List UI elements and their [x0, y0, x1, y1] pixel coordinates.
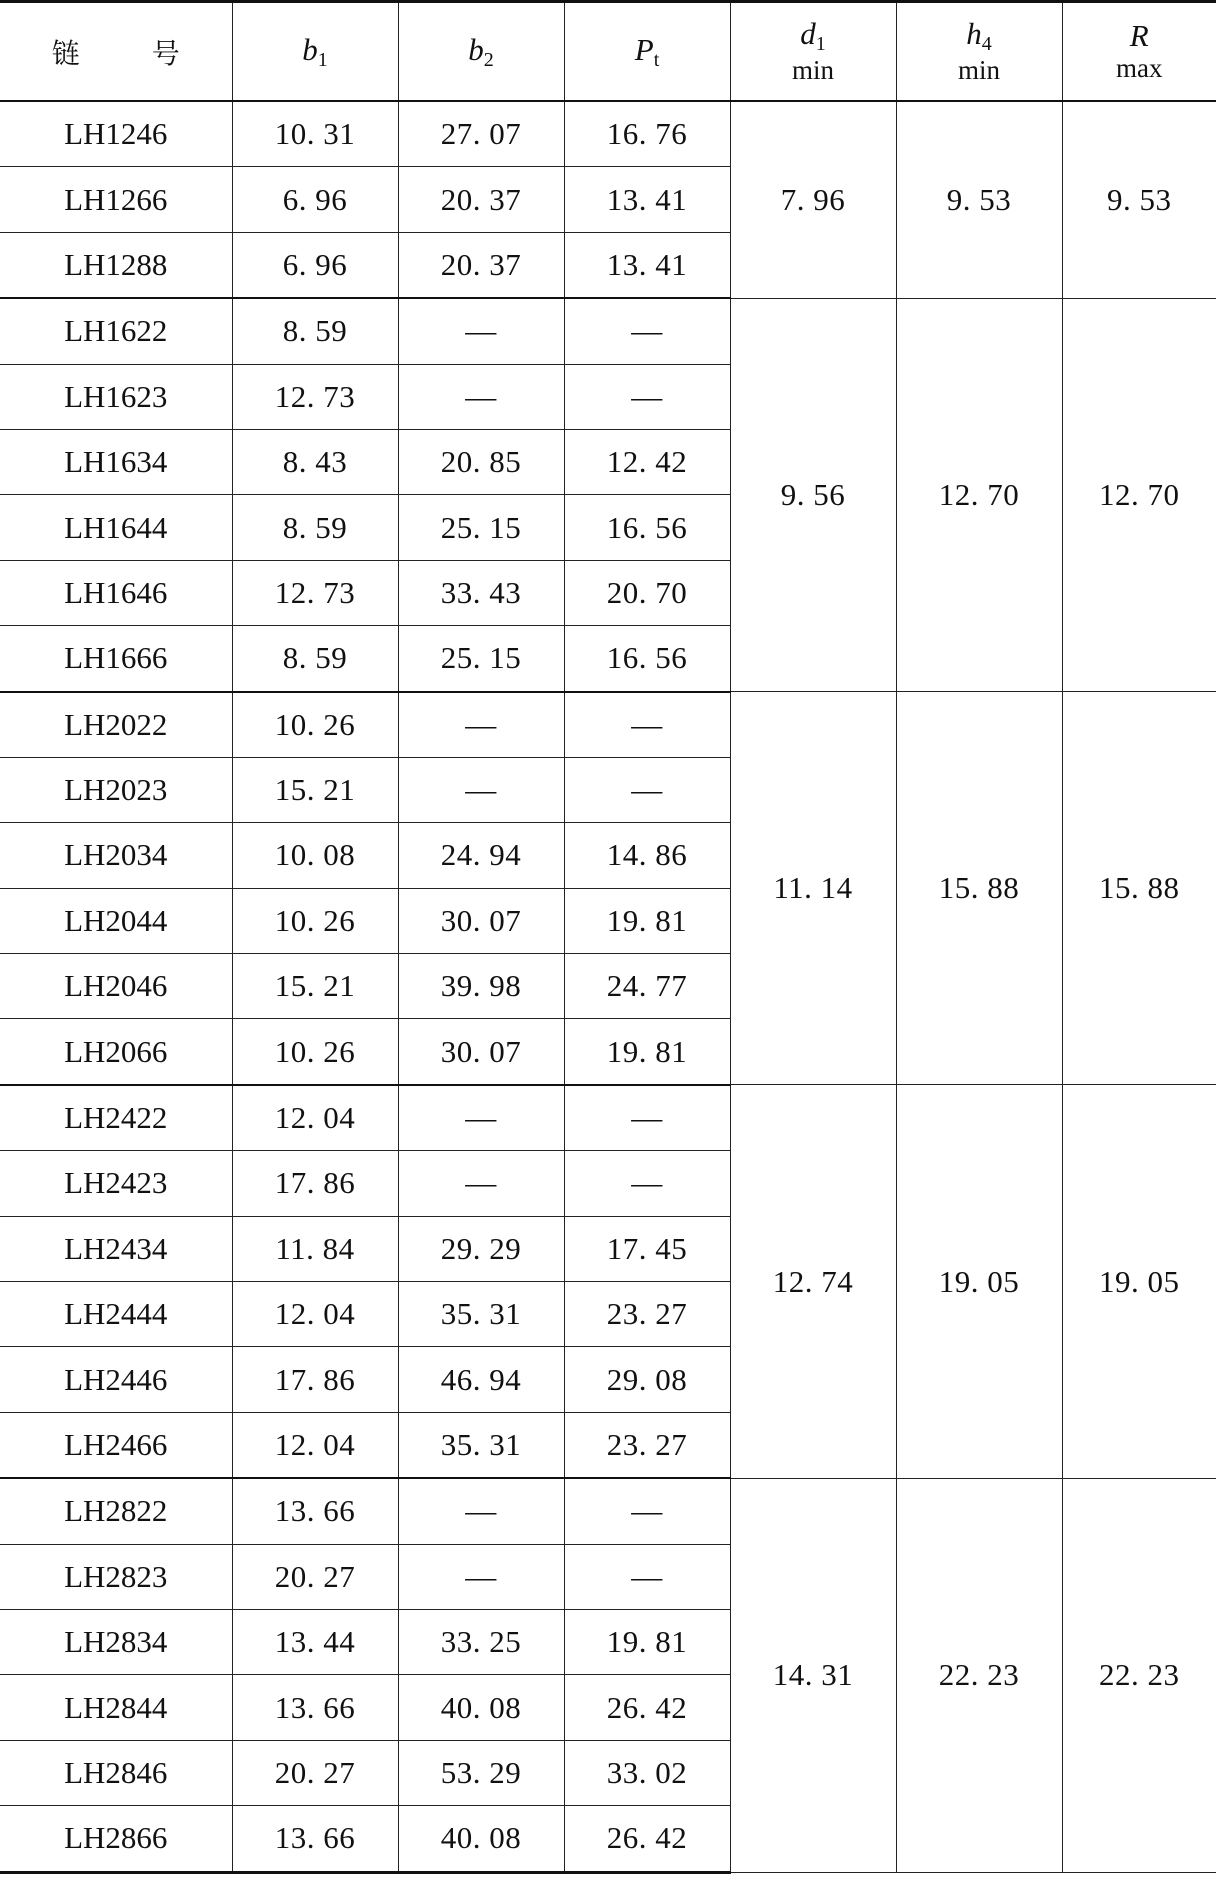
cell-pt: 26. 42	[564, 1806, 730, 1872]
cell-chain: LH1623	[0, 364, 232, 429]
cell-pt: —	[564, 364, 730, 429]
cell-chain: LH1646	[0, 560, 232, 625]
cell-b1: 12. 73	[232, 364, 398, 429]
header-row	[0, 2, 1216, 102]
cell-pt: 17. 45	[564, 1216, 730, 1281]
cell-pt: 13. 41	[564, 232, 730, 298]
cell-group-h4: 15. 88	[896, 692, 1062, 1085]
cell-b1: 12. 73	[232, 560, 398, 625]
table-row	[0, 692, 1216, 758]
header-b2	[398, 2, 564, 102]
table-header	[0, 2, 1216, 102]
cell-b2: 20. 85	[398, 429, 564, 494]
cell-b2: —	[398, 1544, 564, 1609]
cell-pt: 13. 41	[564, 167, 730, 232]
cell-chain: LH2422	[0, 1085, 232, 1151]
cell-chain: LH1246	[0, 101, 232, 167]
cell-b1: 13. 44	[232, 1609, 398, 1674]
cell-chain: LH2466	[0, 1412, 232, 1478]
table-row	[0, 101, 1216, 167]
cell-chain: LH2446	[0, 1347, 232, 1412]
header-b1-symbol: b	[302, 31, 318, 67]
cell-pt: 33. 02	[564, 1740, 730, 1805]
cell-group-r: 19. 05	[1062, 1085, 1216, 1478]
cell-b1: 17. 86	[232, 1151, 398, 1216]
cell-group-h4: 9. 53	[896, 101, 1062, 298]
cell-pt: 23. 27	[564, 1282, 730, 1347]
cell-b2: 53. 29	[398, 1740, 564, 1805]
cell-chain: LH2022	[0, 692, 232, 758]
cell-b2: 46. 94	[398, 1347, 564, 1412]
cell-b2: —	[398, 1151, 564, 1216]
cell-pt: 16. 76	[564, 101, 730, 167]
cell-group-d1: 7. 96	[730, 101, 896, 298]
cell-b1: 8. 43	[232, 429, 398, 494]
cell-pt: 19. 81	[564, 1019, 730, 1085]
cell-pt: —	[564, 692, 730, 758]
cell-b1: 13. 66	[232, 1675, 398, 1740]
cell-pt: 24. 77	[564, 954, 730, 1019]
cell-b1: 12. 04	[232, 1412, 398, 1478]
cell-group-h4: 22. 23	[896, 1478, 1062, 1872]
cell-b2: 27. 07	[398, 101, 564, 167]
table-row	[0, 1478, 1216, 1544]
cell-b1: 10. 08	[232, 823, 398, 888]
cell-b1: 8. 59	[232, 626, 398, 692]
cell-chain: LH2844	[0, 1675, 232, 1740]
cell-chain: LH2034	[0, 823, 232, 888]
header-b1-subscript: 1	[317, 48, 328, 71]
cell-group-r: 15. 88	[1062, 692, 1216, 1085]
cell-pt: 29. 08	[564, 1347, 730, 1412]
cell-b1: 11. 84	[232, 1216, 398, 1281]
cell-pt: —	[564, 1544, 730, 1609]
cell-b1: 10. 26	[232, 888, 398, 953]
cell-group-r: 9. 53	[1062, 101, 1216, 298]
header-r-symbol: R	[1129, 18, 1149, 54]
cell-b2: —	[398, 1085, 564, 1151]
cell-b1: 13. 66	[232, 1478, 398, 1544]
table-row	[0, 1085, 1216, 1151]
cell-chain: LH2044	[0, 888, 232, 953]
cell-chain: LH2834	[0, 1609, 232, 1674]
cell-b1: 17. 86	[232, 1347, 398, 1412]
cell-b2: 20. 37	[398, 232, 564, 298]
header-b2-subscript: 2	[483, 48, 494, 71]
cell-b2: 35. 31	[398, 1282, 564, 1347]
cell-chain: LH2023	[0, 757, 232, 822]
cell-group-r: 22. 23	[1062, 1478, 1216, 1872]
cell-pt: 19. 81	[564, 1609, 730, 1674]
header-pt	[564, 2, 730, 102]
header-h4-symbol: h	[966, 16, 982, 51]
cell-b2: 20. 37	[398, 167, 564, 232]
header-d1-qualifier: min	[791, 55, 834, 85]
cell-b1: 6. 96	[232, 167, 398, 232]
cell-b1: 13. 66	[232, 1806, 398, 1872]
cell-pt: 16. 56	[564, 626, 730, 692]
header-chain-no-char2: 号	[151, 36, 180, 70]
cell-group-d1: 14. 31	[730, 1478, 896, 1872]
cell-b1: 12. 04	[232, 1282, 398, 1347]
cell-chain: LH1266	[0, 167, 232, 232]
header-h4	[896, 2, 1062, 102]
cell-group-h4: 12. 70	[896, 298, 1062, 691]
cell-b1: 20. 27	[232, 1544, 398, 1609]
cell-b2: 40. 08	[398, 1675, 564, 1740]
cell-pt: 26. 42	[564, 1675, 730, 1740]
cell-b2: 39. 98	[398, 954, 564, 1019]
cell-b2: —	[398, 1478, 564, 1544]
cell-b2: —	[398, 364, 564, 429]
cell-b1: 8. 59	[232, 298, 398, 364]
cell-b1: 10. 31	[232, 101, 398, 167]
header-d1-symbol: d	[800, 16, 816, 51]
cell-b2: 35. 31	[398, 1412, 564, 1478]
header-r-qualifier: max	[1116, 52, 1163, 83]
cell-b2: 30. 07	[398, 888, 564, 953]
cell-b1: 10. 26	[232, 1019, 398, 1085]
cell-b1: 8. 59	[232, 495, 398, 560]
cell-b2: 25. 15	[398, 626, 564, 692]
cell-chain: LH2066	[0, 1019, 232, 1085]
cell-b2: —	[398, 298, 564, 364]
cell-chain: LH2866	[0, 1806, 232, 1872]
table-row	[0, 298, 1216, 364]
cell-chain: LH1666	[0, 626, 232, 692]
cell-chain: LH2423	[0, 1151, 232, 1216]
header-h4-qualifier: min	[957, 55, 1000, 85]
cell-group-d1: 11. 14	[730, 692, 896, 1085]
cell-b2: 33. 25	[398, 1609, 564, 1674]
cell-pt: 16. 56	[564, 495, 730, 560]
cell-chain: LH2846	[0, 1740, 232, 1805]
cell-pt: 19. 81	[564, 888, 730, 953]
cell-b2: 30. 07	[398, 1019, 564, 1085]
cell-pt: —	[564, 1151, 730, 1216]
cell-pt: 23. 27	[564, 1412, 730, 1478]
cell-group-h4: 19. 05	[896, 1085, 1062, 1478]
cell-chain: LH1634	[0, 429, 232, 494]
cell-pt: 20. 70	[564, 560, 730, 625]
header-d1	[730, 2, 896, 102]
header-r	[1062, 2, 1216, 102]
cell-pt: —	[564, 1478, 730, 1544]
cell-pt: —	[564, 298, 730, 364]
cell-group-r: 12. 70	[1062, 298, 1216, 691]
cell-b2: 40. 08	[398, 1806, 564, 1872]
header-chain-no-char1: 链	[51, 36, 80, 70]
header-chain-no	[0, 2, 232, 102]
cell-b2: 25. 15	[398, 495, 564, 560]
cell-group-d1: 9. 56	[730, 298, 896, 691]
cell-b2: —	[398, 692, 564, 758]
cell-b1: 20. 27	[232, 1740, 398, 1805]
header-b2-symbol: b	[468, 31, 484, 67]
header-pt-symbol: P	[634, 31, 654, 67]
cell-b2: 29. 29	[398, 1216, 564, 1281]
cell-b2: 33. 43	[398, 560, 564, 625]
cell-b2: —	[398, 757, 564, 822]
cell-pt: 14. 86	[564, 823, 730, 888]
cell-b1: 12. 04	[232, 1085, 398, 1151]
cell-b1: 15. 21	[232, 757, 398, 822]
cell-chain: LH1644	[0, 495, 232, 560]
cell-chain: LH2434	[0, 1216, 232, 1281]
cell-chain: LH1288	[0, 232, 232, 298]
header-b1	[232, 2, 398, 102]
cell-group-d1: 12. 74	[730, 1085, 896, 1478]
table-body	[0, 101, 1216, 1872]
cell-chain: LH2444	[0, 1282, 232, 1347]
cell-pt: —	[564, 1085, 730, 1151]
cell-b1: 15. 21	[232, 954, 398, 1019]
cell-b1: 6. 96	[232, 232, 398, 298]
cell-b1: 10. 26	[232, 692, 398, 758]
header-h4-subscript: 4	[981, 33, 992, 55]
cell-b2: 24. 94	[398, 823, 564, 888]
cell-chain: LH2823	[0, 1544, 232, 1609]
header-pt-subscript: t	[653, 48, 660, 71]
cell-pt: —	[564, 757, 730, 822]
cell-chain: LH2046	[0, 954, 232, 1019]
cell-chain: LH2822	[0, 1478, 232, 1544]
cell-chain: LH1622	[0, 298, 232, 364]
cell-pt: 12. 42	[564, 429, 730, 494]
header-d1-subscript: 1	[815, 33, 826, 55]
